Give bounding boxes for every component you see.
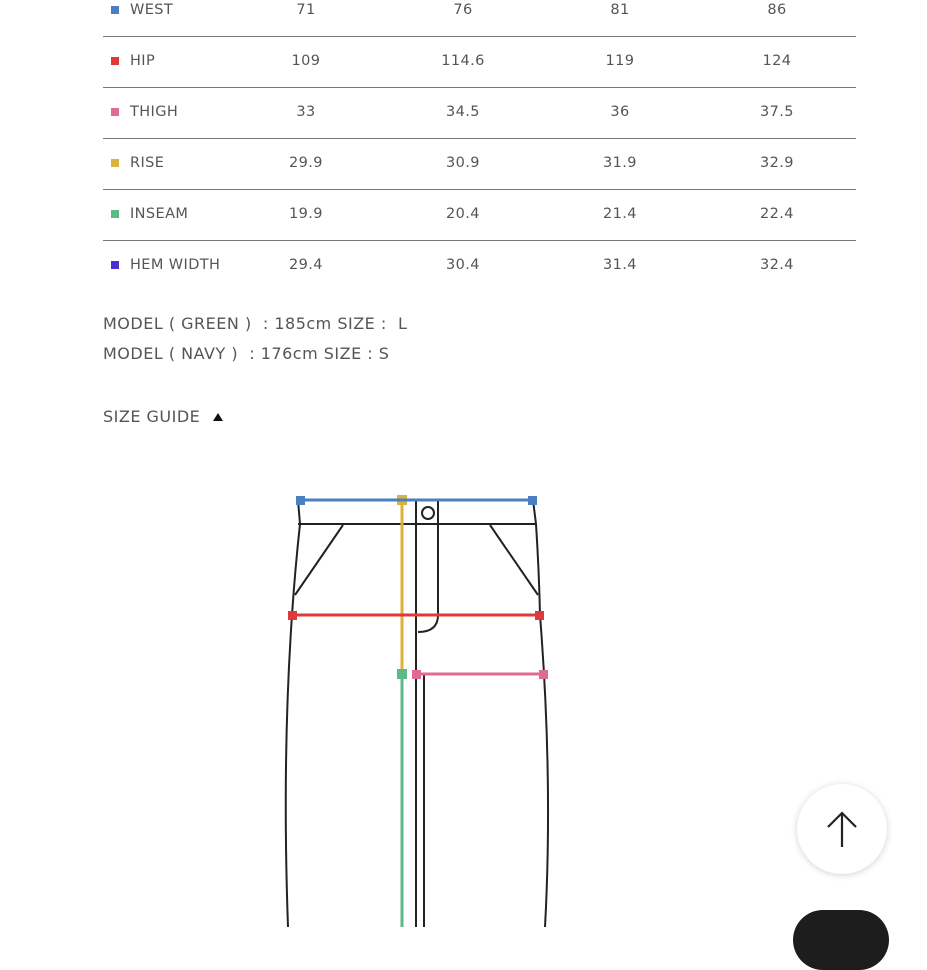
thigh-measure-line (412, 670, 548, 679)
table-cell: 31.4 (603, 257, 637, 273)
model-info-green: MODEL ( GREEN ) : 185cm SIZE : L (103, 314, 408, 333)
table-cell: 29.4 (289, 257, 323, 273)
table-cell: 81 (610, 2, 630, 18)
model-info-navy: MODEL ( NAVY ) : 176cm SIZE : S (103, 344, 390, 363)
table-cell: 76 (453, 2, 473, 18)
table-cell: 34.5 (446, 104, 480, 120)
table-cell: 29.9 (289, 155, 323, 171)
scroll-to-top-button[interactable] (797, 784, 887, 874)
row-label: THIGH (130, 104, 179, 120)
row-label: HEM WIDTH (130, 257, 221, 273)
table-cell: 32.9 (760, 155, 794, 171)
table-cell: 33 (296, 104, 316, 120)
table-cell: 31.9 (603, 155, 637, 171)
table-cell: 119 (605, 53, 635, 69)
table-cell: 32.4 (760, 257, 794, 273)
size-guide-label: SIZE GUIDE (103, 407, 201, 426)
table-cell: 109 (291, 53, 321, 69)
table-cell: 37.5 (760, 104, 794, 120)
arrow-up-icon (824, 809, 860, 849)
row-label: RISE (130, 155, 165, 171)
table-cell: 22.4 (760, 206, 794, 222)
table-cell: 114.6 (441, 53, 485, 69)
table-cell: 20.4 (446, 206, 480, 222)
row-label: HIP (130, 53, 156, 69)
table-cell: 19.9 (289, 206, 323, 222)
table-cell: 30.9 (446, 155, 480, 171)
row-label: INSEAM (130, 206, 189, 222)
table-cell: 124 (762, 53, 792, 69)
table-cell: 30.4 (446, 257, 480, 273)
table-cell: 21.4 (603, 206, 637, 222)
row-label: WEST (130, 2, 174, 18)
pants-outline (286, 500, 548, 927)
inseam-measure-line (397, 669, 407, 927)
table-cell: 71 (296, 2, 316, 18)
rise-measure-line (397, 495, 407, 674)
table-cell: 86 (767, 2, 787, 18)
table-cell: 36 (610, 104, 630, 120)
chat-button[interactable] (793, 910, 889, 970)
